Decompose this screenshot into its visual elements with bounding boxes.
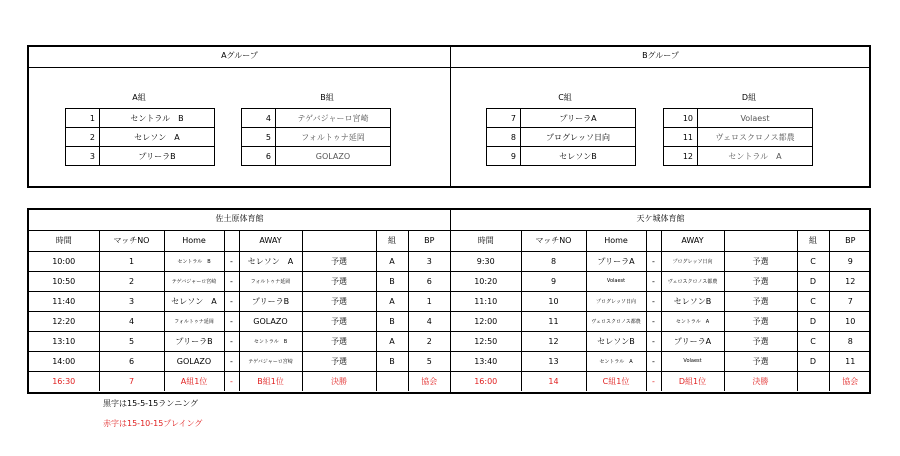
team-number: 9 (487, 147, 521, 166)
header-blank (224, 231, 239, 251)
header-group: 組 (376, 231, 408, 251)
match-row (451, 371, 871, 391)
header-row (29, 231, 450, 251)
match-away-team: テゲバジャーロ宮崎 (239, 351, 302, 371)
match-group: A (376, 331, 408, 351)
match-time: 13:40 (451, 351, 521, 371)
match-row (29, 351, 450, 371)
team-row (664, 128, 813, 147)
subgroup-a-label: A組 (132, 93, 146, 102)
subgroup-c-label: C組 (558, 93, 572, 102)
match-home-team: C組1位 (586, 371, 646, 391)
team-number: 3 (66, 147, 100, 166)
subgroup-a-table (65, 108, 215, 166)
match-group: B (376, 311, 408, 331)
match-group: D (797, 271, 829, 291)
match-group: B (376, 351, 408, 371)
team-row (487, 147, 636, 166)
team-name: セレソン A (100, 128, 215, 147)
subgroup-d-table (663, 108, 813, 166)
match-separator: - (224, 371, 239, 391)
match-home-team: セントラル A (586, 351, 646, 371)
match-match-no: 14 (521, 371, 586, 391)
match-home-team: テゲバジャーロ宮崎 (164, 271, 224, 291)
team-name: セントラル A (698, 147, 813, 166)
match-row (451, 331, 871, 351)
match-match-no: 2 (99, 271, 164, 291)
match-stage: 予選 (302, 311, 376, 331)
match-time: 14:00 (29, 351, 99, 371)
match-stage: 予選 (724, 251, 797, 271)
schedule-right-table (451, 231, 871, 391)
team-number: 8 (487, 128, 521, 147)
header-bp: BP (829, 231, 871, 251)
match-home-team: プリーラA (586, 251, 646, 271)
team-number: 2 (66, 128, 100, 147)
match-bp: 7 (829, 291, 871, 311)
team-name: セレソンB (521, 147, 636, 166)
match-match-no: 5 (99, 331, 164, 351)
schedule-panel (27, 208, 871, 394)
match-time: 10:20 (451, 271, 521, 291)
group-a-title: Aグループ (221, 51, 258, 60)
team-row (66, 147, 215, 166)
match-stage: 決勝 (302, 371, 376, 391)
team-row (487, 128, 636, 147)
match-away-team: セントラル B (239, 331, 302, 351)
match-match-no: 11 (521, 311, 586, 331)
subgroup-b-table (241, 108, 391, 166)
header-stage (724, 231, 797, 251)
team-number: 12 (664, 147, 698, 166)
match-bp: 8 (829, 331, 871, 351)
match-home-team: ヴェロスクロノス都農 (586, 311, 646, 331)
match-bp: 6 (408, 271, 450, 291)
match-bp: 2 (408, 331, 450, 351)
match-home-team: フォルトゥナ延岡 (164, 311, 224, 331)
match-stage: 予選 (302, 351, 376, 371)
header-stage (302, 231, 376, 251)
match-away-team: プログレッソ日向 (661, 251, 724, 271)
match-row (29, 311, 450, 331)
header-blank (646, 231, 661, 251)
match-bp: 4 (408, 311, 450, 331)
match-stage: 予選 (302, 271, 376, 291)
team-row (242, 147, 391, 166)
team-name: プリーラA (521, 109, 636, 128)
team-number: 6 (242, 147, 276, 166)
match-stage: 予選 (724, 331, 797, 351)
match-bp: 協会 (408, 371, 450, 391)
venue-right-title: 天ケ城体育館 (636, 214, 685, 223)
header-match-no: マッチNO (521, 231, 586, 251)
header-time: 時間 (29, 231, 99, 251)
team-name: プリーラB (100, 147, 215, 166)
match-group (797, 371, 829, 391)
match-away-team: GOLAZO (239, 311, 302, 331)
match-away-team: セレソンB (661, 291, 724, 311)
match-separator: - (646, 351, 661, 371)
team-name: テゲバジャーロ宮崎 (276, 109, 391, 128)
match-row (451, 291, 871, 311)
match-time: 12:20 (29, 311, 99, 331)
match-group: A (376, 251, 408, 271)
match-bp: 5 (408, 351, 450, 371)
match-row (29, 331, 450, 351)
match-bp: 9 (829, 251, 871, 271)
match-row (451, 311, 871, 331)
match-row (29, 291, 450, 311)
match-time: 12:50 (451, 331, 521, 351)
match-match-no: 12 (521, 331, 586, 351)
match-home-team: Volaest (586, 271, 646, 291)
match-time: 11:10 (451, 291, 521, 311)
match-time: 9:30 (451, 251, 521, 271)
header-match-no: マッチNO (99, 231, 164, 251)
header-away: AWAY (661, 231, 724, 251)
team-number: 11 (664, 128, 698, 147)
match-home-team: GOLAZO (164, 351, 224, 371)
team-row (242, 109, 391, 128)
match-home-team: セレソン A (164, 291, 224, 311)
match-away-team: Volaest (661, 351, 724, 371)
team-number: 1 (66, 109, 100, 128)
match-away-team: D組1位 (661, 371, 724, 391)
match-separator: - (646, 291, 661, 311)
match-away-team: セレソン A (239, 251, 302, 271)
match-away-team: プリーラA (661, 331, 724, 351)
match-row (29, 371, 450, 391)
header-row (451, 231, 871, 251)
team-number: 5 (242, 128, 276, 147)
team-name: セントラル B (100, 109, 215, 128)
match-stage: 予選 (724, 311, 797, 331)
note-black: 黒字は15-5-15ランニング (103, 399, 199, 408)
match-time: 11:40 (29, 291, 99, 311)
match-separator: - (646, 311, 661, 331)
match-separator: - (646, 251, 661, 271)
team-name: プログレッソ日向 (521, 128, 636, 147)
match-stage: 決勝 (724, 371, 797, 391)
match-match-no: 9 (521, 271, 586, 291)
match-separator: - (646, 371, 661, 391)
match-separator: - (224, 271, 239, 291)
header-time: 時間 (451, 231, 521, 251)
match-time: 13:10 (29, 331, 99, 351)
match-row (29, 271, 450, 291)
match-time: 10:00 (29, 251, 99, 271)
match-match-no: 6 (99, 351, 164, 371)
match-separator: - (646, 331, 661, 351)
match-group: C (797, 251, 829, 271)
match-home-team: A組1位 (164, 371, 224, 391)
match-group: C (797, 291, 829, 311)
match-separator: - (224, 351, 239, 371)
match-time: 16:00 (451, 371, 521, 391)
match-row (451, 271, 871, 291)
team-row (66, 109, 215, 128)
header-home: Home (586, 231, 646, 251)
team-number: 7 (487, 109, 521, 128)
match-home-team: セントラル B (164, 251, 224, 271)
match-stage: 予選 (724, 291, 797, 311)
team-number: 10 (664, 109, 698, 128)
team-name: Volaest (698, 109, 813, 128)
match-row (451, 351, 871, 371)
match-match-no: 3 (99, 291, 164, 311)
match-away-team: フォルトゥナ延岡 (239, 271, 302, 291)
match-group (376, 371, 408, 391)
match-match-no: 1 (99, 251, 164, 271)
match-away-team: セントラル A (661, 311, 724, 331)
match-stage: 予選 (724, 351, 797, 371)
match-match-no: 4 (99, 311, 164, 331)
team-row (664, 147, 813, 166)
match-time: 12:00 (451, 311, 521, 331)
match-match-no: 10 (521, 291, 586, 311)
match-group: A (376, 291, 408, 311)
team-number: 4 (242, 109, 276, 128)
match-group: D (797, 351, 829, 371)
match-separator: - (224, 331, 239, 351)
match-bp: 協会 (829, 371, 871, 391)
match-time: 10:50 (29, 271, 99, 291)
match-match-no: 7 (99, 371, 164, 391)
group-b-title: Bグループ (642, 51, 679, 60)
match-bp: 11 (829, 351, 871, 371)
groups-panel (27, 45, 871, 188)
subgroup-d-label: D組 (741, 93, 757, 102)
match-row (29, 251, 450, 271)
header-away: AWAY (239, 231, 302, 251)
match-match-no: 8 (521, 251, 586, 271)
match-bp: 3 (408, 251, 450, 271)
match-separator: - (224, 291, 239, 311)
match-home-team: セレソンB (586, 331, 646, 351)
match-match-no: 13 (521, 351, 586, 371)
header-bp: BP (408, 231, 450, 251)
team-name: GOLAZO (276, 147, 391, 166)
match-separator: - (224, 311, 239, 331)
team-row (487, 109, 636, 128)
team-name: フォルトゥナ延岡 (276, 128, 391, 147)
match-separator: - (646, 271, 661, 291)
subgroup-c-table (486, 108, 636, 166)
match-away-team: ヴェロスクロノス都農 (661, 271, 724, 291)
subgroup-b-label: B組 (320, 93, 334, 102)
match-group: C (797, 331, 829, 351)
header-home: Home (164, 231, 224, 251)
header-group: 組 (797, 231, 829, 251)
match-bp: 1 (408, 291, 450, 311)
schedule-left-table (29, 231, 450, 391)
match-home-team: プログレッソ日向 (586, 291, 646, 311)
team-row (66, 128, 215, 147)
match-time: 16:30 (29, 371, 99, 391)
note-red: 赤字は15-10-15プレイング (103, 419, 203, 428)
match-away-team: プリーラB (239, 291, 302, 311)
match-bp: 10 (829, 311, 871, 331)
venue-left-title: 佐土原体育館 (215, 214, 264, 223)
match-stage: 予選 (302, 291, 376, 311)
match-home-team: プリーラB (164, 331, 224, 351)
match-stage: 予選 (724, 271, 797, 291)
groups-header-line (29, 67, 869, 68)
match-group: B (376, 271, 408, 291)
match-stage: 予選 (302, 331, 376, 351)
team-name: ヴェロスクロノス都農 (698, 128, 813, 147)
match-bp: 12 (829, 271, 871, 291)
match-row (451, 251, 871, 271)
match-separator: - (224, 251, 239, 271)
team-row (664, 109, 813, 128)
team-row (242, 128, 391, 147)
match-stage: 予選 (302, 251, 376, 271)
match-group: D (797, 311, 829, 331)
match-away-team: B組1位 (239, 371, 302, 391)
